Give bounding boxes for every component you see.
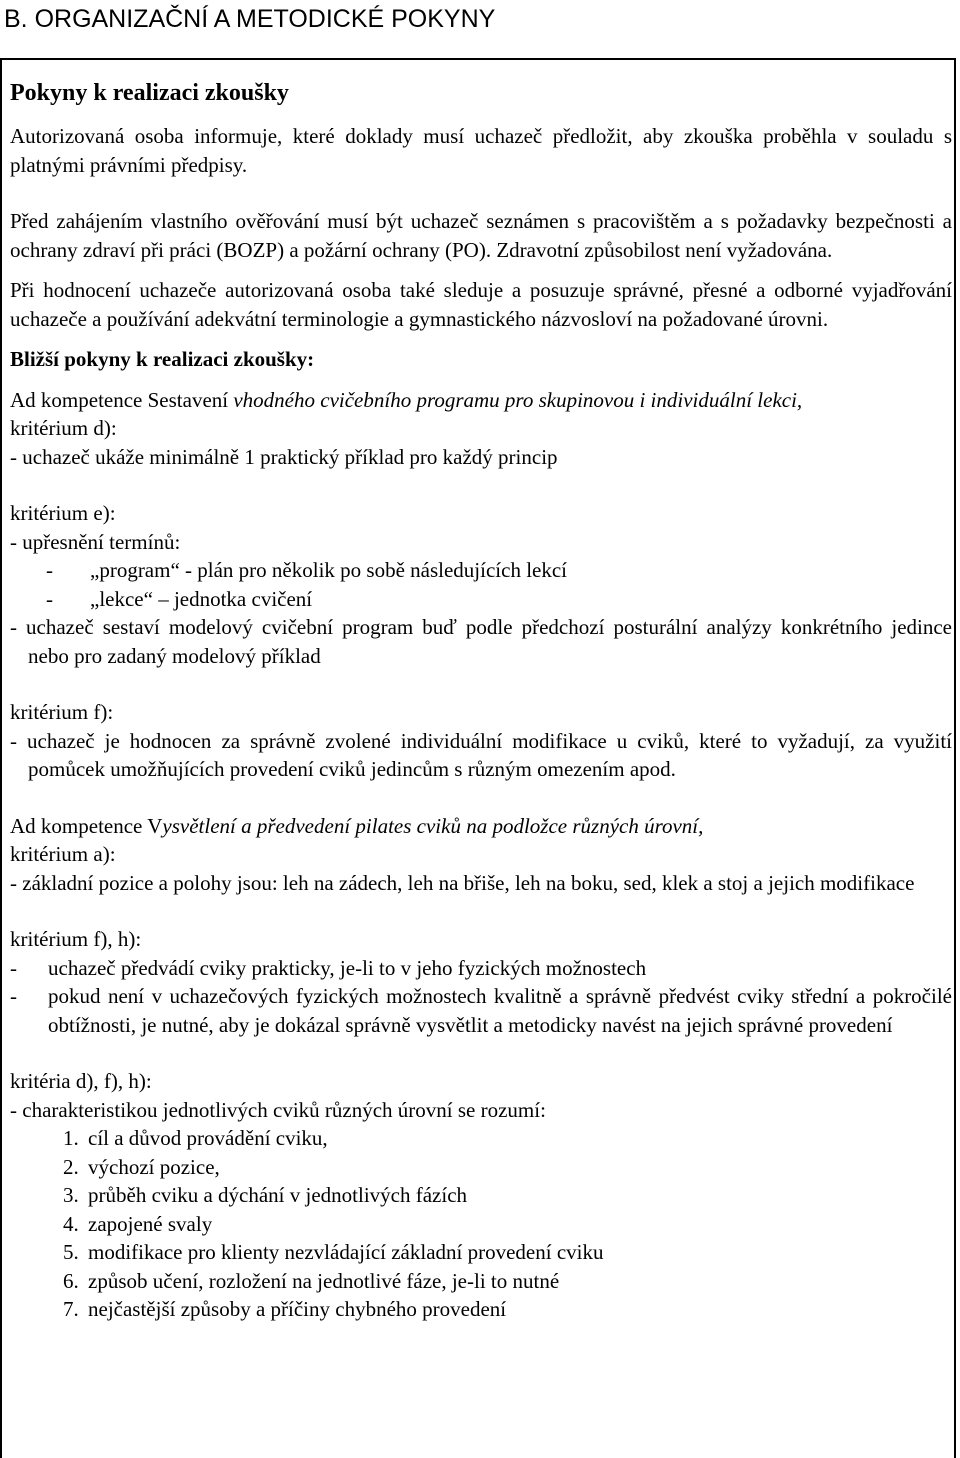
list-item: 1. cíl a důvod provádění cviku,: [84, 1124, 952, 1153]
criterion-a-label: kritérium a):: [10, 842, 116, 866]
paragraph-safety: Před zahájením vlastního ověřování musí být uchazeč seznámen s pracovištěm a s požadavky bezpečnosti a ochrany zdraví při práci (BOZP) a požární ochrany (PO). Zdravotní způsobilost není vyžadována.: [10, 209, 952, 262]
detail-title: Bližší pokyny k realizaci zkoušky:: [10, 347, 315, 371]
section-title: Pokyny k realizaci zkoušky: [10, 80, 289, 106]
competence-1-heading: Ad kompetence Sestavení vhodného cvičebního programu pro skupinovou i individuální lekci,: [10, 387, 803, 412]
criterion-dfh-label: kritéria d), f), h):: [10, 1069, 152, 1093]
criterion-d-label: kritérium d):: [10, 416, 117, 440]
list-item: 6. způsob učení, rozložení na jednotlivé fáze, je-li to nutné: [84, 1267, 952, 1296]
list-item: 5. modifikace pro klienty nezvládající základní provedení cviku: [84, 1238, 952, 1267]
criterion-fh-item-2: - pokud není v uchazečových fyzických možnostech kvalitně a správně předvést cviky střední a pokročilé obtížnosti, je nutné, aby je dokázal správně vysvětlit a metodicky navést na jejich správné provedení: [10, 984, 952, 1037]
term-program: - „program“ - plán pro několik po sobě následujících lekcí: [46, 558, 568, 582]
criterion-e-label: kritérium e):: [10, 501, 116, 525]
criterion-dfh-intro: - charakteristikou jednotlivých cviků různých úrovní se rozumí:: [10, 1097, 546, 1122]
competence-2-heading: Ad kompetence Vysvětlení a předvedení pilates cviků na podložce různých úrovní,: [10, 813, 704, 838]
paragraph-documents: Autorizovaná osoba informuje, které doklady musí uchazeč předložit, aby zkouška proběhla v souladu s platnými právními předpisy.: [10, 124, 952, 177]
criterion-fh-label: kritérium f), h):: [10, 927, 142, 951]
term-lekce: - „lekce“ – jednotka cvičení: [46, 586, 313, 611]
criterion-f-label: kritérium f):: [10, 700, 114, 724]
page-heading: B. ORGANIZAČNÍ A METODICKÉ POKYNY: [4, 5, 496, 33]
paragraph-evaluation: Při hodnocení uchazeče autorizovaná osoba také sleduje a posuzuje správné, přesné a odborné vyjadřování uchazeče a používání adekvátní terminologie a gymnastického názvosloví na požadované úrovni.: [10, 278, 952, 331]
list-item: 7. nejčastější způsoby a příčiny chybného provedení: [84, 1295, 952, 1324]
criterion-d-item: - uchazeč ukáže minimálně 1 praktický příklad pro každý princip: [10, 444, 558, 469]
criterion-e-intro: - upřesnění termínů:: [10, 529, 181, 554]
criterion-fh-item-1: - uchazeč předvádí cviky prakticky, je-li to v jeho fyzických možnostech: [10, 955, 647, 980]
list-item: 3. průběh cviku a dýchání v jednotlivých fázích: [84, 1181, 952, 1210]
criterion-a-item: - základní pozice a polohy jsou: leh na zádech, leh na břiše, leh na boku, sed, klek a stoj a jejich modifikace: [10, 870, 915, 895]
document-body: [10, 68, 952, 1324]
criterion-e-item: - uchazeč sestaví modelový cvičební program buď podle předchozí posturální analýzy konkrétního jedince nebo pro zadaný modelový příklad: [10, 615, 952, 668]
list-item: 2. výchozí pozice,: [84, 1153, 952, 1182]
characteristics-list: [10, 1124, 952, 1324]
criterion-f-item: - uchazeč je hodnocen za správně zvolené individuální modifikace u cviků, které to vyžadují, za využití pomůcek umožňujících provedení cviků jedincům s různým omezením apod.: [10, 728, 952, 781]
list-item: 4. zapojené svaly: [84, 1210, 952, 1239]
